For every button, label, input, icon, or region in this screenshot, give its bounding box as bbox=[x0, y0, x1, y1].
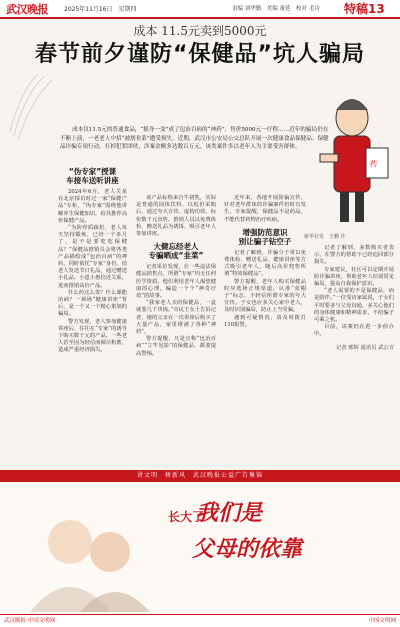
article-column-1 bbox=[58, 163, 127, 355]
paragraph: “为防骨质疏松，老人每天坚持锻炼，已经一个多月了，是不是要吃吃保健品？”保健品推销员会将各类产品描绘成“包治百病”的神药，同时依托“专家”身份，给老人发送节日礼品，通过赠送小礼品、小恩小惠拉近关系，进而推销高价产品。 bbox=[58, 225, 127, 289]
section-subhead-3: 增强防范意识 别让骗子钻空子 bbox=[238, 227, 292, 246]
footer-right: 中国文明网 bbox=[368, 618, 396, 624]
paragraph: 该产品标称来自牛初乳，实际是普通的固体饮料，以低价采购后，通过夸大宣传、虚构功效，标价数千元出售。推销人员以免费体检、赠送礼品为诱饵，吸引老年人参加讲座。 bbox=[136, 195, 216, 238]
svg-text:药: 药 bbox=[370, 160, 377, 168]
paragraph: 记者了解到，多数购买者表示，在警方的帮助下已经追回部分损失。 bbox=[314, 245, 394, 266]
headline: 春节前夕谨防“保健品”坑人骗局 bbox=[35, 42, 365, 67]
section-subhead-1: “伪专家”授课 车接车送听讲座 bbox=[66, 167, 119, 185]
newspaper-logo: 武汉晚报 bbox=[6, 3, 48, 16]
psa-banner-bar: 讲文明 树新风 武汉晚报公益广告集锦 bbox=[0, 470, 400, 482]
psa-advertisement bbox=[0, 482, 400, 614]
paragraph: 什么药这么贵？什么课能治病？一场场“健康讲座”背后，是一个又一个精心策划的骗局。 bbox=[58, 289, 127, 318]
headline-kicker: 成本 11.5元卖到5000元 bbox=[133, 24, 267, 38]
cartoon-illustration bbox=[312, 66, 394, 232]
section-subhead-2: 大健忘经老人 专骗晒成“韭菜” bbox=[148, 242, 204, 261]
masthead bbox=[0, 0, 400, 19]
paragraph: 警方提醒，老年人购买保健品时应选择正规渠道，认准“蓝帽子”标志，不轻信所谓专家的夸大宣传。子女也应多关心家中老人，及时识别骗局，防止上当受骗。 bbox=[224, 278, 306, 314]
paragraph: 记者采访发现，在一些违法保健品销售点，所谓“专家”均无任何医学资质，他们利用老年人渴望健康的心理，编造一个个“神奇疗效”的故事。 bbox=[136, 264, 216, 300]
paragraph: 记者了解到，诈骗分子常以免费体检、赠送礼品、健康讲座等方式吸引老年人，随后高价兜售所谓“特效保健品”。 bbox=[224, 249, 306, 278]
decorative-hair-illustration bbox=[4, 66, 64, 146]
paragraph: 遇到可疑情况，请及时拨打110报警。 bbox=[224, 314, 306, 328]
paragraph: 2024年6月，老人关某在北京探访时过一家“保健产品”专柜，“伪专家”围绕他讲解养生保健知识，给其推荐高价保健产品。 bbox=[58, 189, 127, 224]
paragraph: 警方提醒，凡是宣称“包治百病”“立竿见影”的保健品，都要提高警惕。 bbox=[136, 336, 216, 357]
article-column-3 bbox=[224, 195, 306, 329]
issue-date: 2025年11月16日 星期四 bbox=[64, 6, 137, 13]
psa-small-text: 长大了 bbox=[168, 510, 205, 524]
lead-paragraph: 成本仅11.5元的普通食品，“摇身一变”成了包治百病的“神药”，售价5000元一疗程……近年的骗局仍在不断上演，一老老人中招“被割韭菜”遭受损失。近期，武汉市公安局公交总队开展一次健康食品保健品、保健品诈骗专项行动，打掉犯罪团伙，涉案金额多达数百万元，该类案件多以老年人为主要受害群体。 bbox=[60, 127, 329, 151]
illustration-caption: 新华社发 王鹏 作 bbox=[304, 234, 346, 240]
psa-title-line-2: 父母的依靠 bbox=[192, 536, 303, 562]
footer-left: 武汉晚报 中国文明网 bbox=[4, 618, 56, 624]
paragraph: 警方发现，老人参加健康讲座后，往往在“专家”的诱导下购买数千元的产品，一些老人甚至因为轻信而倾尽积蓄，造成严重经济损失。 bbox=[58, 318, 127, 354]
page-footer bbox=[0, 614, 400, 627]
paragraph: “我家老人买的保健品，一盒就要几千块钱。”市民王女士告诉记者，她的父亲在一次讲座后购买了大量产品，家里堆满了各种“神药”。 bbox=[136, 300, 216, 336]
paragraph: “老人需要的不是保健品，而是陪伴。”一位受访家属说，子女们平时要多与父母沟通，多关心他们的身体健康和精神需求，不给骗子可乘之机。 bbox=[314, 288, 394, 324]
byline: 记者 邢辉 通讯员 武公宣 bbox=[335, 344, 394, 351]
editor-credits: 责编 刘华勤 美编 董延 校对 毛诗 bbox=[232, 6, 320, 12]
paragraph: 目前，该案仍在进一步侦办中。 bbox=[314, 324, 394, 338]
paragraph: 专家建议，社区可以定期开展防诈骗讲座，帮助老年人识别常见骗局，提高自我保护意识。 bbox=[314, 266, 394, 288]
article-column-4 bbox=[314, 245, 394, 352]
psa-title-line-1: 我们是 bbox=[196, 500, 263, 526]
article-column-2 bbox=[136, 195, 216, 358]
paragraph: 近年来，各地开展防骗宣传，针对老年群体的诈骗案件仍时有发生。专家提醒，保健品不是药品，不能代替药物治疗疾病。 bbox=[224, 195, 306, 223]
section-label: 特稿13 bbox=[344, 2, 385, 16]
